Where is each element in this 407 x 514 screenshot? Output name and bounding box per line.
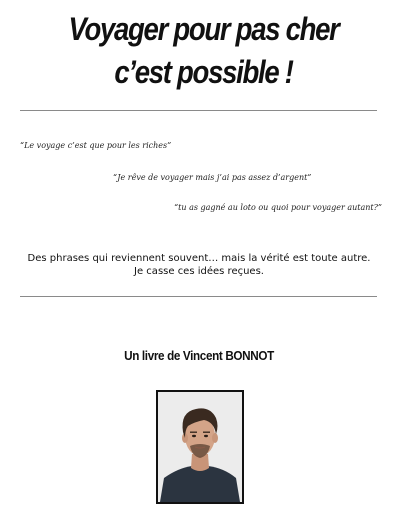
intro-text	[0, 252, 398, 278]
divider-top	[20, 110, 377, 111]
page-title	[28, 8, 378, 94]
divider-bottom	[20, 296, 377, 297]
author-credit: Un livre de Vincent BONNOT	[124, 348, 274, 363]
intro-line-2: Je casse ces idées reçues.	[134, 266, 264, 277]
quote-2: “Je rêve de voyager mais j’ai pas assez d’argent”	[113, 173, 312, 182]
author-photo	[156, 390, 244, 504]
title-line-2: c’est possible !	[114, 54, 293, 90]
portrait-illustration	[158, 392, 242, 502]
quote-3: “tu as gagné au loto ou quoi pour voyager autant?”	[174, 203, 382, 212]
quote-1: “Le voyage c’est que pour les riches”	[20, 141, 172, 150]
title-line-1: Voyager pour pas cher	[68, 11, 339, 47]
intro-line-1: Des phrases qui reviennent souvent… mais la vérité est toute autre.	[27, 253, 371, 264]
